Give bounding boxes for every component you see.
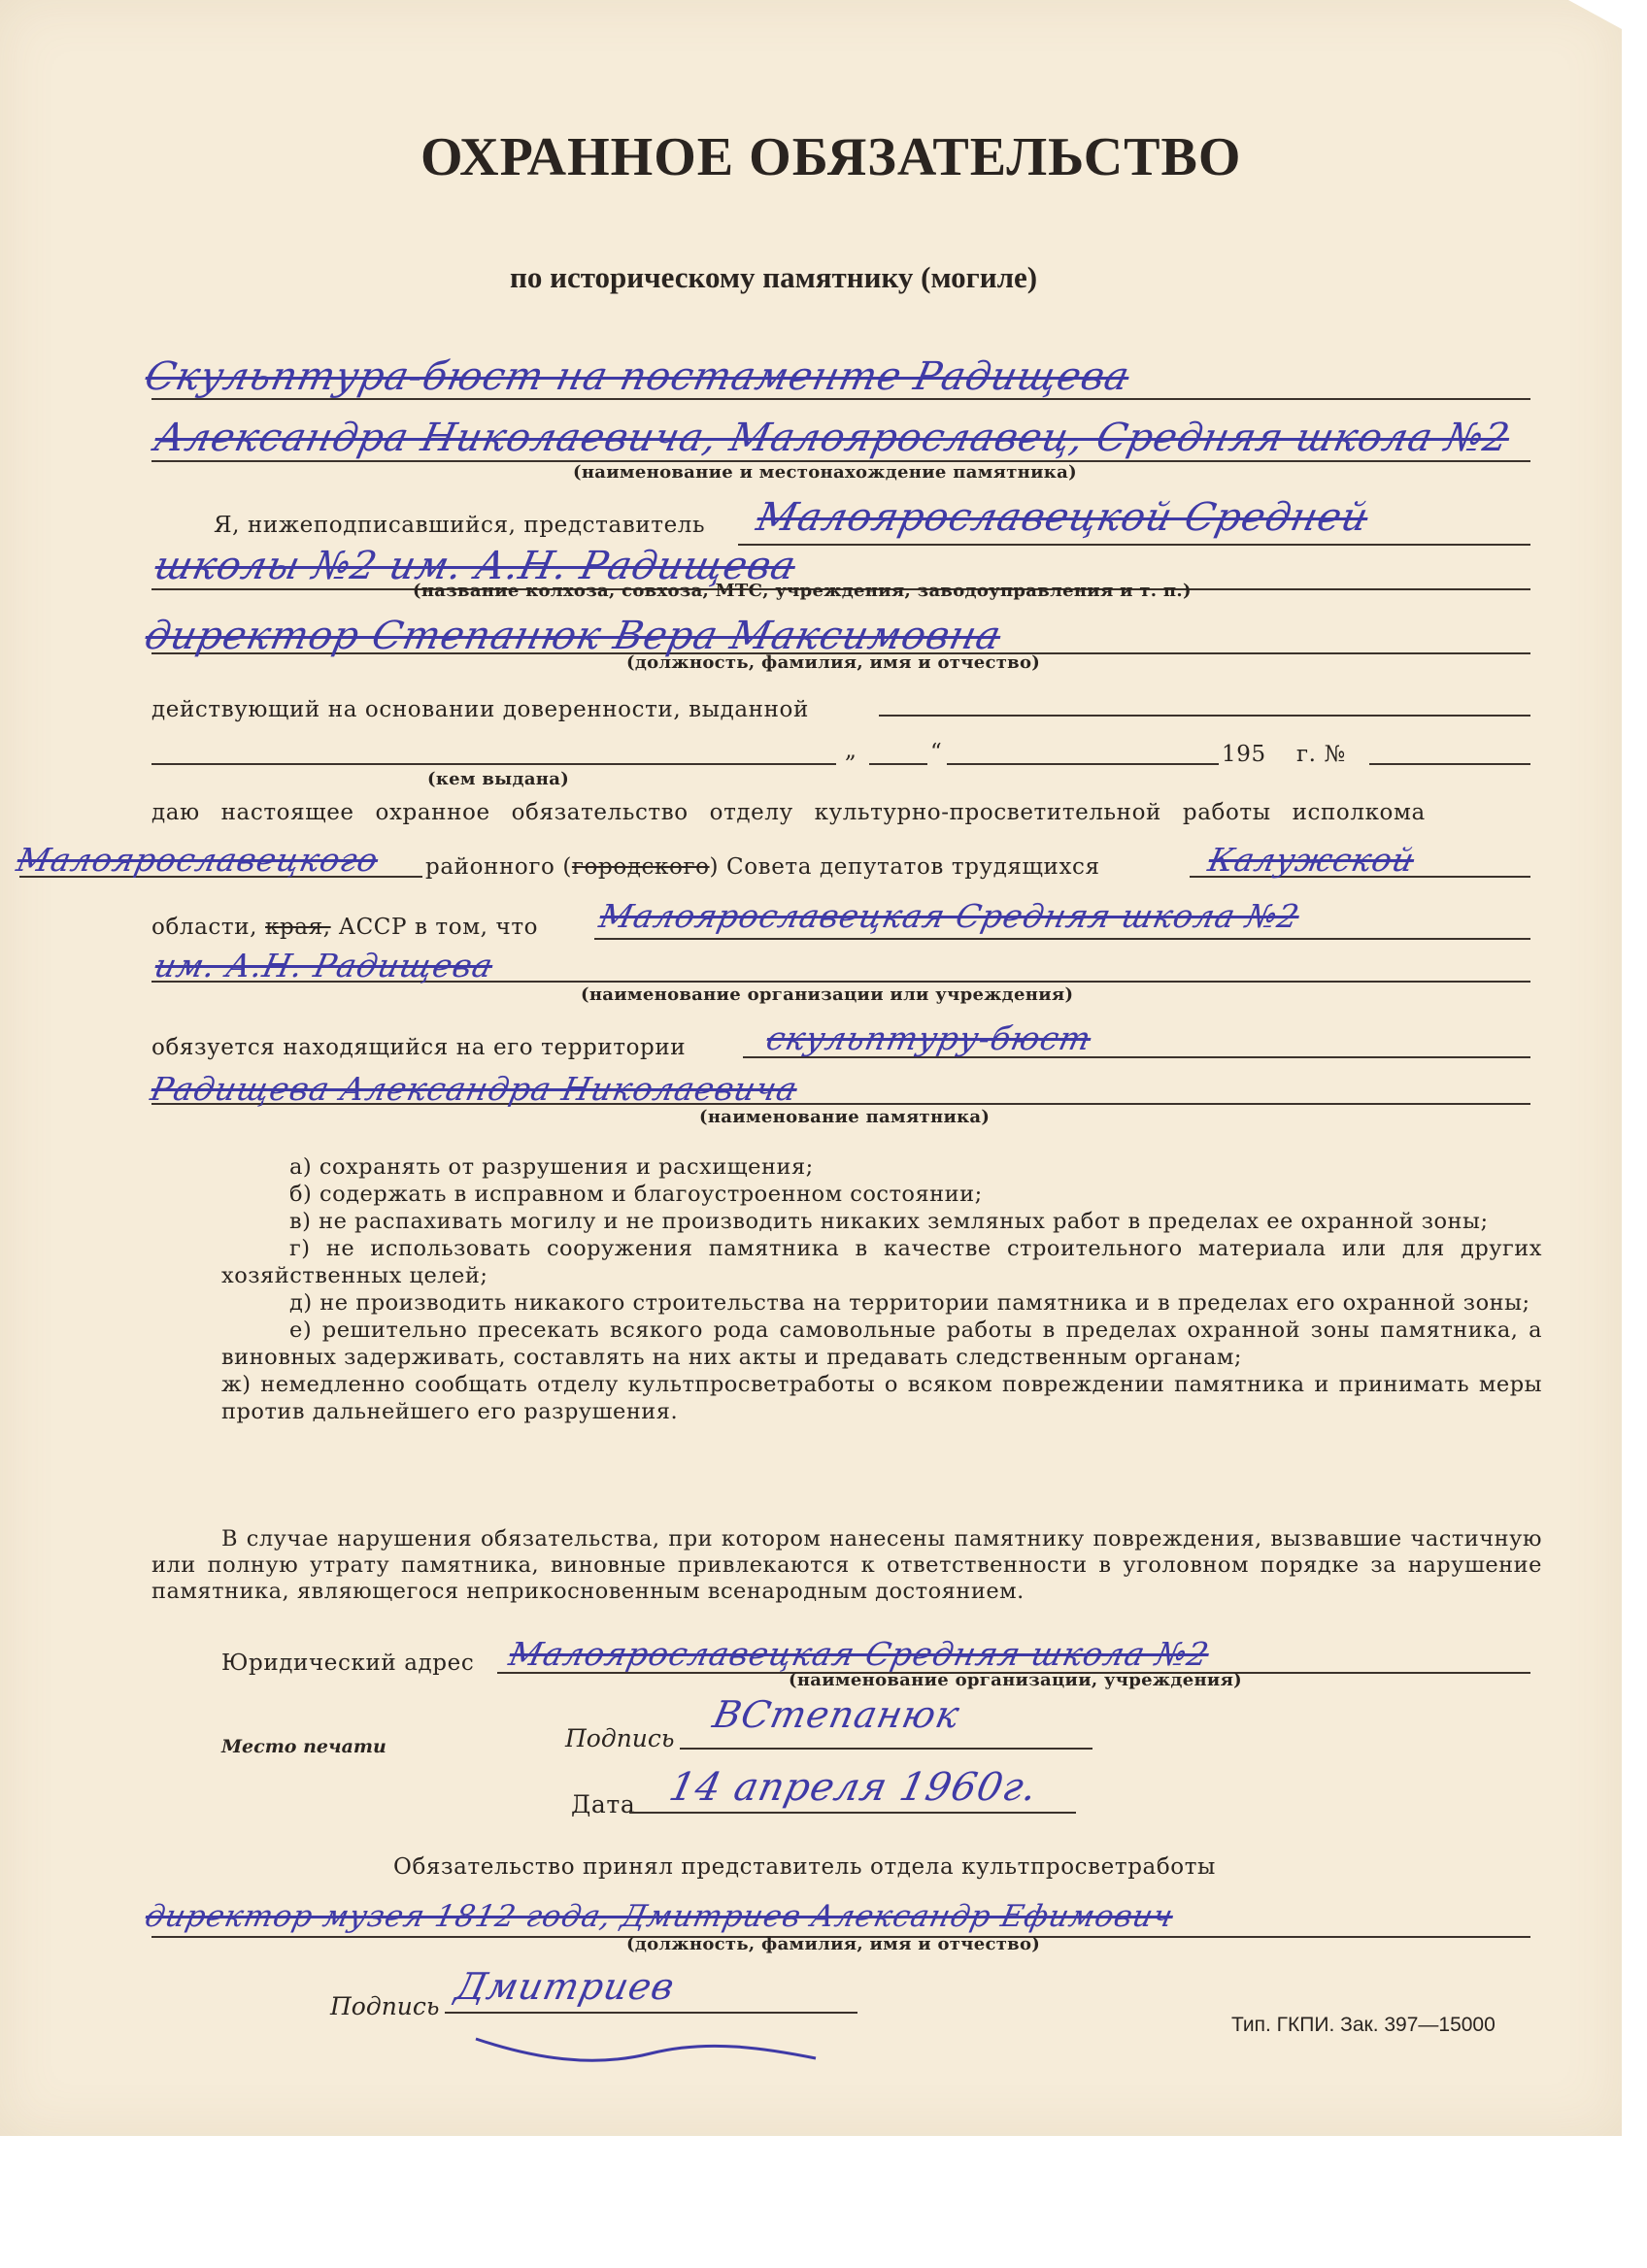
signature-handwritten: ВСтепанюк [709, 1693, 964, 1736]
monument-handwritten-2: Александра Николаевича, Малоярославец, Средняя школа №2 [151, 416, 1515, 460]
proxy-quote-open: „ [845, 738, 857, 763]
proxy-line-1 [879, 715, 1530, 717]
region-label-2: АССР в том, что [338, 915, 539, 940]
proxy-day-line [869, 763, 927, 765]
obligation-zh: ж) немедленно сообщать отделу культпросветработы о всяком повреждении памятника и принимать меры против дальнейшего его разрушения. [221, 1372, 1542, 1424]
proxy-caption: (кем выдана) [427, 769, 570, 789]
statement-text: даю настоящее охранное обязательство отделу культурно-просветительной работы исполкома [151, 800, 1426, 825]
representative-label: Я, нижеподписавшийся, представитель [214, 513, 706, 538]
representative-caption: (название колхоза, совхоза, МТС, учреждения, заводоуправления и т. п.) [413, 581, 1192, 601]
signature-label: Подпись [565, 1724, 675, 1752]
proxy-quote-close: “ [930, 740, 943, 765]
org-handwritten-2: им. А.Н. Радищева [151, 947, 497, 984]
document-subtitle: по историческому памятнику (могиле) [510, 260, 1038, 294]
proxy-line-2 [151, 763, 836, 765]
print-info: Тип. ГКПИ. Зак. 397—15000 [1231, 2014, 1496, 2036]
violation-paragraph: В случае нарушения обязательства, при котором нанесены памятнику повреждения, вызвавшие частичную или полную утрату памятника, виновные привлекаются к ответственности в уголовном порядке за нарушение памятника, являющегося неприкосновенным всенародным достоянием. [151, 1526, 1542, 1604]
region-handwritten: Калужской [1204, 841, 1419, 879]
territory-label: обязуется находящийся на его территории [151, 1035, 687, 1060]
org-line-1 [594, 938, 1530, 940]
obligation-a: а) сохранять от разрушения и расхищения; [289, 1154, 814, 1180]
representative-handwritten-2: школы №2 им. А.Н. Радищева [151, 544, 800, 588]
document-title: ОХРАННОЕ ОБЯЗАТЕЛЬСТВО [420, 127, 1242, 187]
legal-address-label: Юридический адрес [221, 1651, 475, 1676]
seal-label: Место печати [221, 1736, 387, 1757]
org-handwritten-1: Малоярославецкая Средняя школа №2 [595, 897, 1303, 935]
region-label-1: области, [151, 915, 258, 940]
obligations-list [221, 1153, 1542, 1425]
acceptance-handwritten: директор музея 1812 года, Дмитриев Александр Ефимович [142, 1899, 1177, 1934]
district-mid-1: районного ( [425, 854, 572, 880]
representative-caption-2: (должность, фамилия, имя и отчество) [626, 652, 1041, 673]
obligation-e: е) решительно пресекать всякого рода самовольные работы в пределах охранной зоны памятника, а виновных задерживать, составлять на них акты и предавать следственным органам; [221, 1317, 1542, 1370]
district-struck: городского [571, 854, 710, 880]
obligation-d: д) не производить никакого строительства на территории памятника и в пределах его охранной зоны; [289, 1290, 1530, 1316]
acceptance-signature-handwritten: Дмитриев [452, 1965, 679, 2008]
territory-handwritten-2: Радищева Александра Николаевича [147, 1070, 801, 1108]
obligation-v: в) не распахивать могилу и не производить никаких земляных работ в пределах ее охранной зоны; [289, 1209, 1489, 1234]
acceptance-signature-label: Подпись [330, 1992, 440, 2020]
representative-handwritten-3: директор Степанюк Вера Максимовна [141, 614, 1006, 658]
proxy-year: 195 [1222, 742, 1266, 767]
legal-address-handwritten: Малоярославецкая Средняя школа №2 [505, 1635, 1213, 1673]
date-label: Дата [571, 1790, 636, 1818]
obligation-b: б) содержать в исправном и благоустроенном состоянии; [289, 1182, 983, 1207]
obligation-g: г) не использовать сооружения памятника в качестве строительного материала или для других хозяйственных целей; [221, 1236, 1542, 1288]
acceptance-caption: (должность, фамилия, имя и отчество) [626, 1934, 1041, 1954]
proxy-number-line [1369, 763, 1530, 765]
representative-line-1 [738, 544, 1530, 546]
signature-line [680, 1748, 1092, 1750]
date-line [629, 1812, 1076, 1814]
district-mid-2: ) Совета депутатов трудящихся [709, 854, 1100, 880]
legal-address-caption: (наименование организации, учреждения) [789, 1670, 1242, 1690]
region-struck: края, [265, 915, 331, 940]
representative-handwritten-1: Малоярославецкой Средней [753, 495, 1373, 540]
region-label [151, 915, 538, 940]
monument-caption: (наименование и местонахождение памятника) [573, 462, 1077, 483]
territory-handwritten-1: скульптуру-бюст [762, 1019, 1095, 1057]
proxy-label: действующий на основании доверенности, выданной [151, 697, 809, 722]
date-handwritten: 14 апреля 1960г. [665, 1765, 1042, 1810]
proxy-month-line [947, 763, 1219, 765]
proxy-number-label: г. № [1296, 742, 1346, 767]
acceptance-signature-flourish [456, 2000, 845, 2078]
district-label [425, 854, 1100, 880]
district-handwritten: Малоярославецкого [13, 841, 383, 879]
acceptance-text: Обязательство принял представитель отдела культпросветработы [393, 1854, 1216, 1880]
territory-caption: (наименование памятника) [699, 1107, 991, 1127]
org-caption: (наименование организации или учреждения) [581, 984, 1074, 1005]
monument-handwritten-1: Скульптура-бюст на постаменте Радищева [141, 354, 1134, 399]
